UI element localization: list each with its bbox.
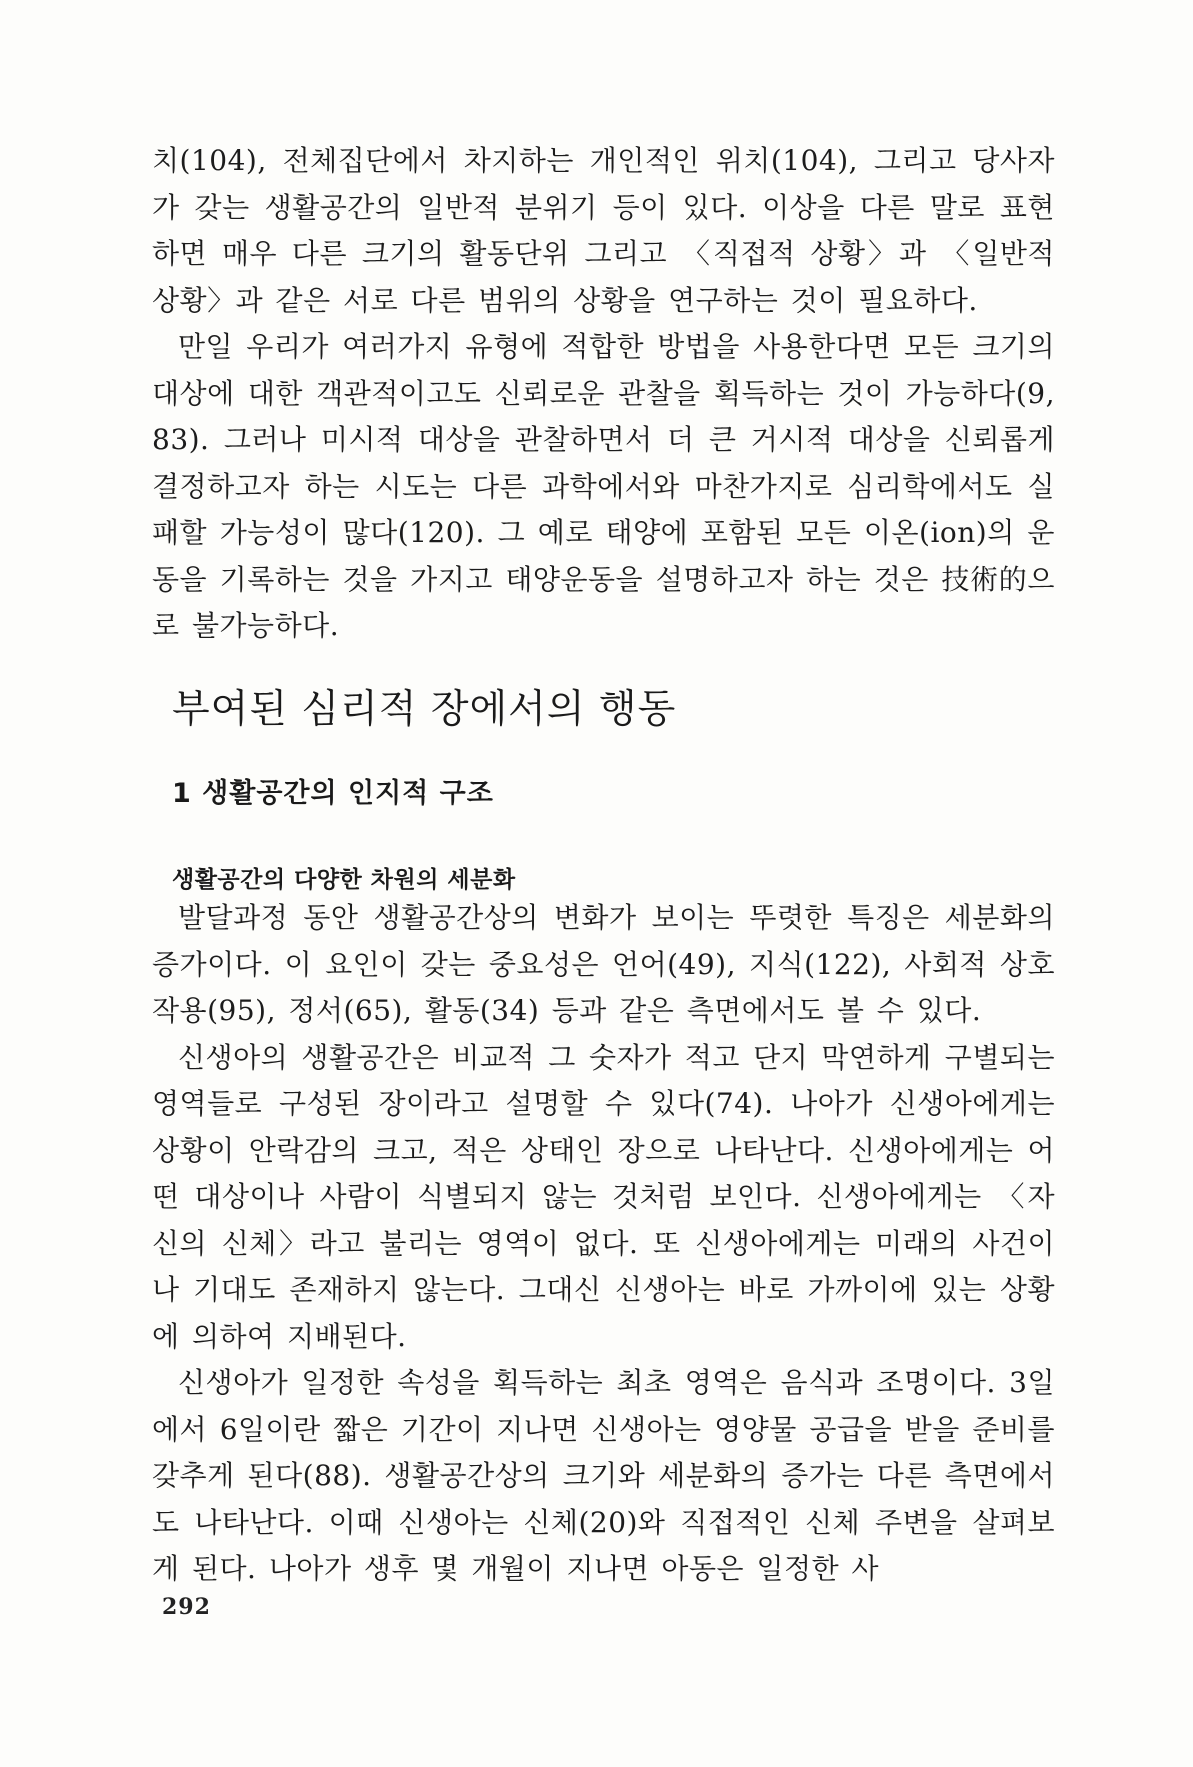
section-title: 부여된 심리적 장에서의 행동 (172, 687, 677, 732)
paragraph: 신생아가 일정한 속성을 획득하는 최초 영역은 음식과 조명이다. 3일에서 6일이란 짧은 기간이 지나면 신생아는 영양물 공급을 받을 준비를 갖추게 된다(88). 생활공간상의 크기와 세분화의 증가는 다른 측면에서도 나타난다. 이때 신생아는 신체(20)와 직접적인 신체 주변을 살펴보게 된다. 나아가 생후 몇 개월이 지나면 아동은 일정한 사 (152, 1366, 1055, 1585)
subsubsection-title: 생활공간의 다양한 차원의 세분화 (172, 867, 516, 893)
paragraph: 만일 우리가 여러가지 유형에 적합한 방법을 사용한다면 모든 크기의 대상에 대한 객관적이고도 신뢰로운 관찰을 획득하는 것이 가능하다(9, 83). 그러나 미시적 대상을 관찰하면서 더 큰 거시적 대상을 신뢰롭게 결정하고자 하는 시도는 다른 과학에서와 마찬가지로 심리학에서도 실패할 가능성이 많다(120). 그 예로 태양에 포함된 모든 이온(ion)의 운동을 기록하는 것을 가지고 태양운동을 설명하고자 하는 것은 技術的으로 불가능하다. (152, 330, 1055, 642)
text-block-bottom (152, 895, 1055, 1593)
paragraph: 치(104), 전체집단에서 차지하는 개인적인 위치(104), 그리고 당사자가 갖는 생활공간의 일반적 분위기 등이 있다. 이상을 다른 말로 표현하면 매우 다른 크기의 활동단위 그리고 〈직접적 상황〉과 〈일반적 상황〉과 같은 서로 다른 범위의 상황을 연구하는 것이 필요하다. (152, 144, 1055, 317)
paragraph: 발달과정 동안 생활공간상의 변화가 보이는 뚜렷한 특징은 세분화의 증가이다. 이 요인이 갖는 중요성은 언어(49), 지식(122), 사회적 상호작용(95), 정서(65), 활동(34) 등과 같은 측면에서도 볼 수 있다. (152, 901, 1055, 1027)
subsection-title: 1 생활공간의 인지적 구조 (172, 778, 494, 809)
paragraph: 신생아의 생활공간은 비교적 그 숫자가 적고 단지 막연하게 구별되는 영역들로 구성된 장이라고 설명할 수 있다(74). 나아가 신생아에게는 상황이 안락감의 크고, 적은 상태인 장으로 나타난다. 신생아에게는 어떤 대상이나 사람이 식별되지 않는 것처럼 보인다. 신생아에게는 〈자신의 신체〉라고 불리는 영역이 없다. 또 신생아에게는 미래의 사건이나 기대도 존재하지 않는다. 그대신 신생아는 바로 가까이에 있는 상황에 의하여 지배된다. (152, 1040, 1055, 1353)
text-block-top (152, 138, 1055, 650)
page-number: 292 (162, 1594, 211, 1620)
